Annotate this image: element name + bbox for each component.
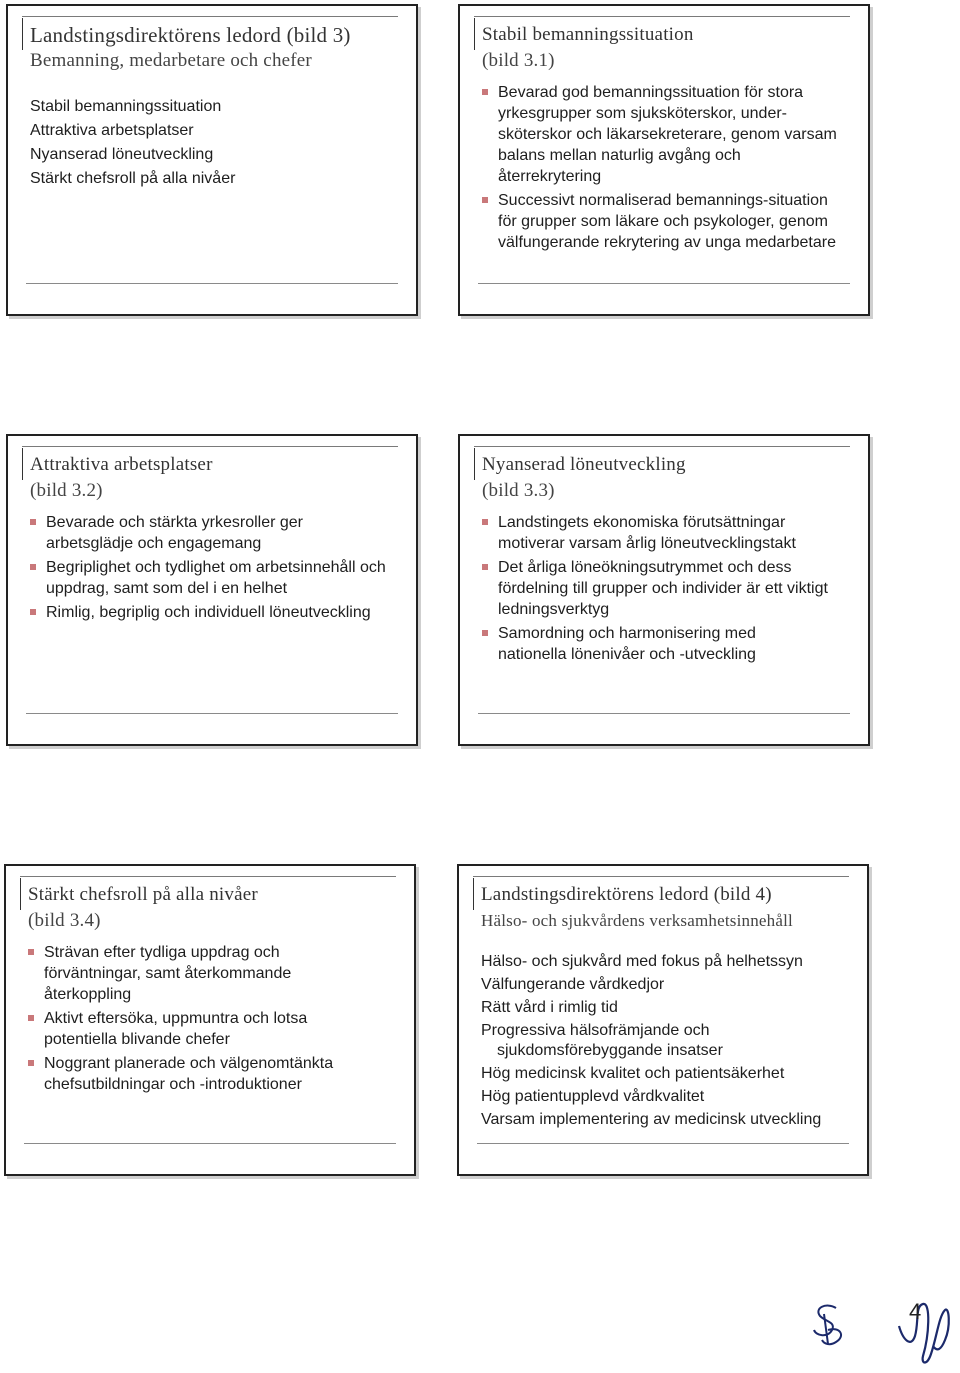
- slide-bullet-list: [482, 512, 828, 668]
- slide-title: [30, 452, 402, 504]
- handwritten-initials-icon: [806, 1300, 852, 1352]
- slide-title: [30, 22, 402, 74]
- list-item: [30, 512, 386, 554]
- bullet-icon: [30, 564, 36, 570]
- slide-title-text: Stabil bemanningssituation: [482, 24, 694, 45]
- slide-line: Progressiva hälsofrämjande och: [481, 1022, 710, 1039]
- slide-body: [30, 96, 402, 192]
- slide-bottom-rule: [26, 713, 398, 714]
- list-item: [30, 602, 386, 623]
- slide-line: Hög medicinsk kvalitet och patientsäkerhet: [481, 1065, 785, 1082]
- bullet-icon: [28, 1015, 34, 1021]
- slide-line: Nyanserad löneutveckling: [30, 146, 214, 163]
- slide-title-text: Stärkt chefsroll på alla nivåer: [28, 884, 258, 905]
- slide-top-rule: [474, 16, 850, 17]
- slide-title: [482, 452, 854, 504]
- slide-6: [457, 864, 869, 1176]
- list-item: [28, 1053, 354, 1095]
- slide-title-bar: [22, 18, 23, 50]
- bullet-text: Landstingets ekonomiska förutsättningar motiverar varsam årlig löneutvecklingstakt: [498, 514, 796, 552]
- slide-line: Attraktiva arbetsplatser: [30, 122, 194, 139]
- bullet-text: Noggrant planerade och välgenomtänkta chefsutbildningar och -introduktioner: [44, 1055, 334, 1093]
- bullet-text: Samordning och harmonisering med nationella lönenivåer och -utveckling: [498, 625, 756, 663]
- list-item: [482, 623, 828, 665]
- slide-subtitle: (bild 3.2): [30, 480, 103, 501]
- slide-top-rule: [22, 16, 398, 17]
- list-item: [482, 190, 846, 253]
- slide-title-bar: [474, 18, 475, 50]
- list-item: [30, 557, 386, 599]
- list-item: [482, 557, 828, 620]
- slide-line: Stabil bemanningssituation: [30, 98, 222, 115]
- slide-bottom-rule: [478, 713, 850, 714]
- slide-title-bar: [473, 878, 474, 910]
- bullet-text: Successivt normaliserad bemannings-situation för grupper som läkare och psykologer, genom välfungerande rekrytering av unga medarbetare: [498, 192, 836, 251]
- slide-bottom-rule: [24, 1143, 396, 1144]
- bullet-icon: [482, 519, 488, 525]
- bullet-icon: [30, 609, 36, 615]
- slide-title-text: Landstingsdirektörens ledord (bild 3): [30, 23, 351, 47]
- slide-4: [458, 434, 870, 746]
- slide-title: [28, 882, 400, 934]
- slide-3: [6, 434, 418, 746]
- slide-top-rule: [473, 876, 849, 877]
- slide-5: [4, 864, 416, 1176]
- slide-title-text: Landstingsdirektörens ledord (bild 4): [481, 884, 772, 905]
- bullet-icon: [28, 949, 34, 955]
- page-number: 4: [909, 1299, 922, 1324]
- list-item: [482, 512, 828, 554]
- list-item: [482, 82, 846, 187]
- slide-subtitle: Hälso- och sjukvårdens verksamhetsinnehåll: [481, 911, 793, 930]
- bullet-icon: [482, 630, 488, 636]
- slide-line: Rätt vård i rimlig tid: [481, 999, 618, 1016]
- slide-title: [481, 882, 853, 934]
- slide-subtitle: Bemanning, medarbetare och chefer: [30, 50, 312, 71]
- slide-bottom-rule: [477, 1143, 849, 1144]
- bullet-icon: [482, 197, 488, 203]
- slide-subtitle: (bild 3.3): [482, 480, 555, 501]
- list-item: [28, 942, 354, 1005]
- slide-top-rule: [22, 446, 398, 447]
- bullet-icon: [482, 89, 488, 95]
- bullet-icon: [482, 564, 488, 570]
- slide-title-text: Attraktiva arbetsplatser: [30, 454, 213, 475]
- slide-top-rule: [20, 876, 396, 877]
- slide-line: Hälso- och sjukvård med fokus på helhetssyn: [481, 953, 803, 970]
- slide-bottom-rule: [478, 283, 850, 284]
- slide-bullet-list: [28, 942, 354, 1098]
- slide-2: [458, 4, 870, 316]
- slide-title-bar: [474, 448, 475, 480]
- slide-bottom-rule: [26, 283, 398, 284]
- slide-title: [482, 22, 854, 74]
- bullet-icon: [30, 519, 36, 525]
- bullet-text: Strävan efter tydliga uppdrag och förväntningar, samt återkommande återkoppling: [44, 944, 292, 1003]
- slide-line: Stärkt chefsroll på alla nivåer: [30, 170, 236, 187]
- bullet-icon: [28, 1060, 34, 1066]
- bullet-text: Bevarade och stärkta yrkesroller ger arbetsglädje och engagemang: [46, 514, 303, 552]
- slide-line: Hög patientupplevd vårdkvalitet: [481, 1088, 705, 1105]
- slide-top-rule: [474, 446, 850, 447]
- slide-bullet-list: [482, 82, 846, 256]
- slide-title-bar: [20, 878, 21, 910]
- slide-title-bar: [22, 448, 23, 480]
- bullet-text: Rimlig, begriplig och individuell löneutveckling: [46, 604, 371, 621]
- slide-1: [6, 4, 418, 316]
- bullet-text: Bevarad god bemanningssituation för stora yrkesgrupper som sjuksköterskor, under-sköterskor och läkarsekreterare, genom varsam balans mellan naturlig avgång och återrekrytering: [498, 84, 837, 185]
- slide-subtitle: (bild 3.1): [482, 50, 555, 71]
- handwritten-signature-icon: [893, 1296, 953, 1368]
- bullet-text: Begriplighet och tydlighet om arbetsinnehåll och uppdrag, samt som del i en helhet: [46, 559, 386, 597]
- slide-subtitle: (bild 3.4): [28, 910, 101, 931]
- bullet-text: Aktivt eftersöka, uppmuntra och lotsa potentiella blivande chefer: [44, 1010, 308, 1048]
- slide-bullet-list: [30, 512, 386, 626]
- slide-line: Varsam implementering av medicinsk utveckling: [481, 1111, 822, 1128]
- slide-title-text: Nyanserad löneutveckling: [482, 454, 686, 475]
- slide-line: sjukdomsförebyggande insatser: [497, 1042, 723, 1059]
- bullet-text: Det årliga löneökningsutrymmet och dess fördelning till grupper och individer är ett viktigt ledningsverktyg: [498, 559, 828, 618]
- slide-body: [481, 952, 853, 1133]
- slide-line: Välfungerande vårdkedjor: [481, 976, 665, 993]
- list-item: [28, 1008, 354, 1050]
